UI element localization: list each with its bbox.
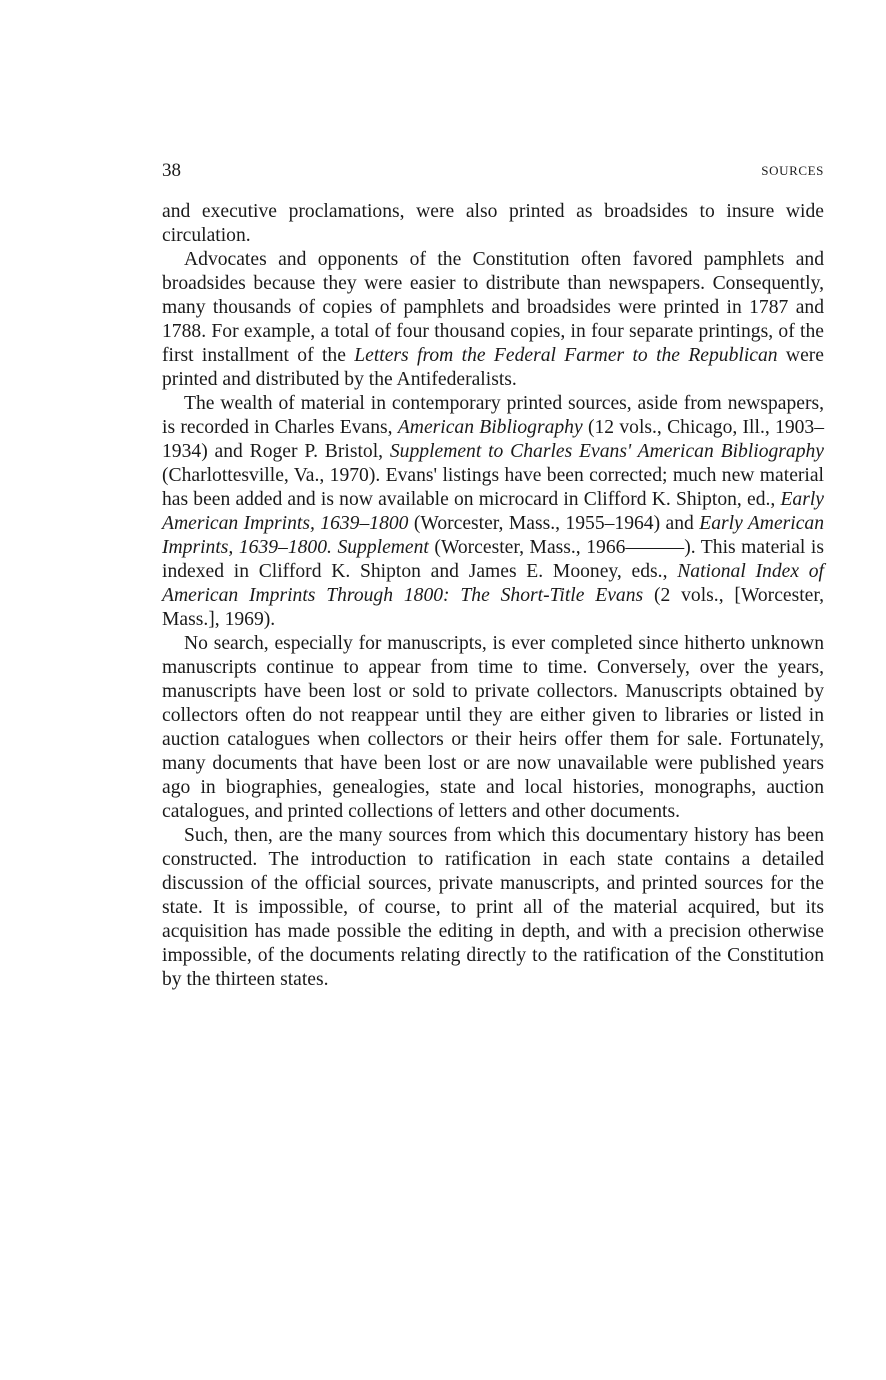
page-header	[162, 160, 824, 186]
text-segment: (Worcester, Mass., 1966———). This material is indexed in Clifford K. Shipton and James E. Mooney, eds.,	[162, 537, 824, 582]
text-segment: were printed and distributed by the Antifederalists.	[162, 345, 824, 390]
text-segment: (Charlottesville, Va., 1970). Evans' listings have been corrected; much new material has been added and is now available on microcard in Clifford K. Shipton, ed.,	[162, 465, 824, 510]
text-segment: (2 vols., [Worcester, Mass.], 1969).	[162, 585, 824, 630]
paragraph-1	[162, 200, 824, 248]
document-page	[162, 160, 824, 992]
text-segment: Advocates and opponents of the Constitution often favored pamphlets and broadsides because they were easier to distribute than newspapers. Consequently, many thousands of copies of pamphlets and broadsides were printed in 1787 and 1788. For example, a total of four thousand copies, in four separate printings, of the first installment of the	[162, 249, 824, 366]
italic-title: Supplement to Charles Evans' American Bibliography	[389, 441, 824, 462]
italic-title: Early American Imprints, 1639–1800	[162, 489, 824, 534]
body-text	[162, 200, 824, 992]
paragraph-3	[162, 392, 824, 632]
paragraph-2	[162, 248, 824, 392]
text-segment: (Worcester, Mass., 1955–1964) and	[408, 513, 700, 534]
text-segment: The wealth of material in contemporary printed sources, aside from newspapers, is recorded in Charles Evans,	[162, 393, 824, 438]
italic-title: American Bibliography	[397, 417, 583, 438]
paragraph-5	[162, 824, 824, 992]
italic-title: Early American Imprints, 1639–1800. Supplement	[162, 513, 824, 558]
paragraph-4	[162, 632, 824, 824]
italic-title: National Index of American Imprints Through 1800: The Short-Title Evans	[162, 561, 824, 606]
text-segment: (12 vols., Chicago, Ill., 1903–1934) and Roger P. Bristol,	[162, 417, 825, 462]
page-number: 38	[162, 160, 181, 181]
text-segment: and executive proclamations, were also printed as broadsides to insure wide circulation.	[162, 201, 824, 246]
text-segment: Such, then, are the many sources from which this documentary history has been constructed. The introduction to ratification in each state contains a detailed discussion of the official sources, private manuscripts, and printed sources for the state. It is impossible, of course, to print all of the material acquired, but its acquisition has made possible the editing in depth, and with a precision otherwise impossible, of the documents relating directly to the ratification of the Constitution by the thirteen states.	[162, 825, 824, 990]
running-head: SOURCES	[761, 163, 824, 178]
italic-title: Letters from the Federal Farmer to the Republican	[354, 345, 778, 366]
text-segment: No search, especially for manuscripts, is ever completed since hitherto unknown manuscripts continue to appear from time to time. Conversely, over the years, manuscripts have been lost or sold to private collectors. Manuscripts obtained by collectors often do not reappear until they are either given to libraries or listed in auction catalogues when collectors or their heirs offer them for sale. Fortunately, many documents that have been lost or are now unavailable were published years ago in biographies, genealogies, state and local histories, monographs, auction catalogues, and printed collections of letters and other documents.	[162, 633, 824, 822]
